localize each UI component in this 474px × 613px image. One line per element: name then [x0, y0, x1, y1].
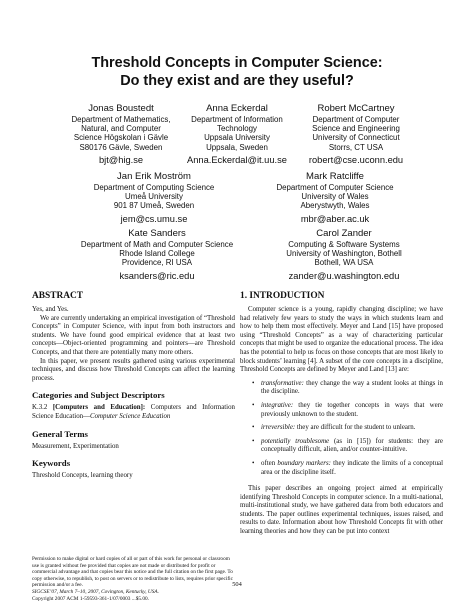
- list-text: they change the way a student looks at things in the discipline.: [261, 379, 443, 396]
- author-affiliation: Department of Computer: [312, 115, 400, 124]
- author-block: [178, 103, 296, 166]
- list-prefix: often: [261, 459, 278, 467]
- abstract-heading: ABSTRACT: [32, 291, 84, 301]
- author-email: robert@cse.uconn.edu: [308, 154, 404, 165]
- list-term: integrative:: [261, 401, 294, 409]
- author-affiliation: Storrs, CT USA: [328, 142, 384, 152]
- category-description: Computers and Information Science Education—: [32, 404, 235, 420]
- author-email: ksanders@ric.edu: [119, 270, 195, 281]
- author-affiliation: Umeå University: [125, 192, 183, 202]
- author-affiliation: University of Connecticut: [312, 133, 400, 143]
- author-block: [62, 103, 180, 166]
- list-text: they indicate the limits of a conceptual area or the discipline itself.: [261, 459, 444, 476]
- keywords-heading: Keywords: [32, 458, 71, 469]
- introduction-heading: 1. INTRODUCTION: [240, 291, 325, 301]
- author-block: [290, 103, 422, 166]
- list-item: [240, 424, 443, 433]
- author-block: [255, 171, 415, 225]
- author-affiliation: University of Washington, Bothell: [286, 249, 402, 259]
- abstract-paragraph: In this paper, we present results gathered using various experimental techniques, and discuss how Threshold Concepts can affect the learning process.: [32, 357, 235, 382]
- abstract-paragraph: Yes, and Yes.: [32, 306, 69, 313]
- author-affiliation: Department of Mathematics,: [71, 115, 171, 124]
- author-affiliation: Technology: [217, 124, 257, 134]
- categories-heading: Categories and Subject Descriptors: [32, 390, 165, 401]
- keywords-text: Threshold Concepts, learning theory: [32, 472, 133, 480]
- list-text: (as in [15]) for students: they are conceptually difficult, alien, and/or counter-intuitive.: [261, 437, 443, 454]
- author-block: [258, 228, 430, 282]
- introduction-paragraph: Computer science is a young, rapidly changing discipline; we have had relatively few years to study the ways in which students learn and how to help them most effectively. Meyer and Land [15] have proposed using “Threshold Concepts” as a way of characterizing particular concepts that might be used to organize the educational process. The idea has the potential to help us focus on those concepts that are most likely to block students’ learning [4]. A subset of the core concepts in a discipline, Threshold Concepts are defined by Meyer and Land [13] are:: [240, 306, 443, 374]
- list-term: boundary markers:: [277, 459, 331, 467]
- author-affiliation: Science and Engineering: [312, 124, 400, 134]
- bullet-icon: •: [252, 379, 255, 387]
- list-term: transformative:: [261, 379, 304, 387]
- list-item: [240, 460, 443, 477]
- author-affiliation: Department of Information: [191, 115, 283, 124]
- author-email: bjt@hig.se: [98, 154, 144, 165]
- right-column: [240, 291, 443, 537]
- author-affiliation: University of Wales: [301, 192, 369, 202]
- author-affiliation: Rhode Island College: [119, 249, 195, 259]
- author-email: zander@u.washington.edu: [288, 270, 400, 281]
- author-block: [62, 228, 252, 282]
- terms-heading: General Terms: [32, 428, 88, 439]
- author-affiliation: Bothell, WA USA: [314, 258, 374, 268]
- author-affiliation: S80176 Gävle, Sweden: [79, 142, 163, 152]
- list-text: they are difficult for the student to unlearn.: [295, 424, 416, 432]
- paper-title-line1: Threshold Concepts in Computer Science:: [91, 55, 383, 71]
- bullet-icon: •: [252, 424, 255, 432]
- list-item: [240, 380, 443, 397]
- author-name: Kate Sanders: [128, 228, 186, 239]
- author-email: mbr@aber.ac.uk: [300, 213, 370, 224]
- paper-title-line2: Do they exist and are they useful?: [120, 73, 354, 89]
- author-name: Jonas Boustedt: [88, 103, 154, 114]
- author-affiliation: Computing & Software Systems: [288, 240, 400, 249]
- author-affiliation: Aberystwyth, Wales: [300, 201, 370, 211]
- author-email: Anna.Eckerdal@it.uu.se: [187, 154, 287, 165]
- left-column: [32, 291, 235, 481]
- list-text: they tie together concepts in ways that were previously unknown to the student.: [261, 401, 443, 418]
- copyright-line: Copyright 2007 ACM 1-59593-361-1/07/0003 ...$5.00.: [32, 595, 149, 602]
- author-name: Jan Erik Moström: [117, 171, 191, 182]
- copyright-notice: [32, 556, 235, 602]
- author-affiliation: Providence, RI USA: [121, 258, 193, 268]
- author-name: Carol Zander: [316, 228, 372, 239]
- page-number: 504: [232, 581, 242, 588]
- author-name: Anna Eckerdal: [206, 103, 268, 114]
- categories-text: [32, 404, 235, 421]
- author-email: jem@cs.umu.se: [120, 213, 188, 224]
- bullet-icon: •: [252, 437, 255, 445]
- category-code: K.3.2: [32, 404, 48, 412]
- bullet-icon: •: [252, 401, 255, 409]
- author-affiliation: Uppsala University: [204, 133, 270, 143]
- category-name: [Computers and Education]:: [52, 404, 146, 412]
- permission-notice: Permission to make digital or hard copies of all or part of this work for personal or classroom use is granted without fee provided that copies are not made or distributed for profit or commercial advantage and that copies bear this notice and the full citation on the first page. To copy otherwise, to republish, to post on servers or to redistribute to lists, requires prior specific permission and/or a fee.: [32, 556, 233, 589]
- abstract-paragraph: We are currently undertaking an empirical investigation of “Threshold Concepts” in Computer Science, with input from both instructors and students. We have found good empirical evidence that at least two concepts—Object-oriented programming and pointers—are Threshold Concepts, and that there are potentially many more others.: [32, 314, 235, 356]
- author-affiliation: Uppsala, Sweden: [206, 142, 268, 152]
- author-affiliation: 901 87 Umeå, Sweden: [113, 201, 195, 211]
- author-affiliation: Science Högskolan i Gävle: [73, 133, 169, 143]
- conference-line: SIGCSE’07, March 7–10, 2007, Covington, Kentucky, USA.: [32, 588, 159, 595]
- author-name: Mark Ratcliffe: [306, 171, 364, 182]
- threshold-properties-list: [240, 380, 443, 477]
- list-term: potentially troublesome: [261, 437, 330, 445]
- introduction-paragraph: This paper describes an ongoing project aimed at empirically identifying Threshold Concepts in computer science. In a multi-national, multi-institutional study, we have gathered data from both educators and students. The paper outlines experimental techniques, issues raised, and results to date. Information about how Threshold Concepts fit with other learning theories and how they can be put into context: [240, 485, 443, 536]
- list-item: [240, 438, 443, 455]
- author-affiliation: Natural, and Computer: [81, 124, 161, 134]
- list-item: [240, 402, 443, 419]
- list-term: irreversible:: [261, 424, 296, 432]
- terms-text: Measurement, Experimentation: [32, 442, 119, 450]
- author-affiliation: Department of Computing Science: [93, 183, 215, 192]
- category-subject: Computer Science Education: [89, 412, 171, 420]
- author-name: Robert McCartney: [317, 103, 395, 114]
- bullet-icon: •: [252, 459, 255, 467]
- author-block: [78, 171, 230, 225]
- author-affiliation: Department of Math and Computer Science: [80, 240, 234, 249]
- author-affiliation: Department of Computer Science: [276, 183, 394, 192]
